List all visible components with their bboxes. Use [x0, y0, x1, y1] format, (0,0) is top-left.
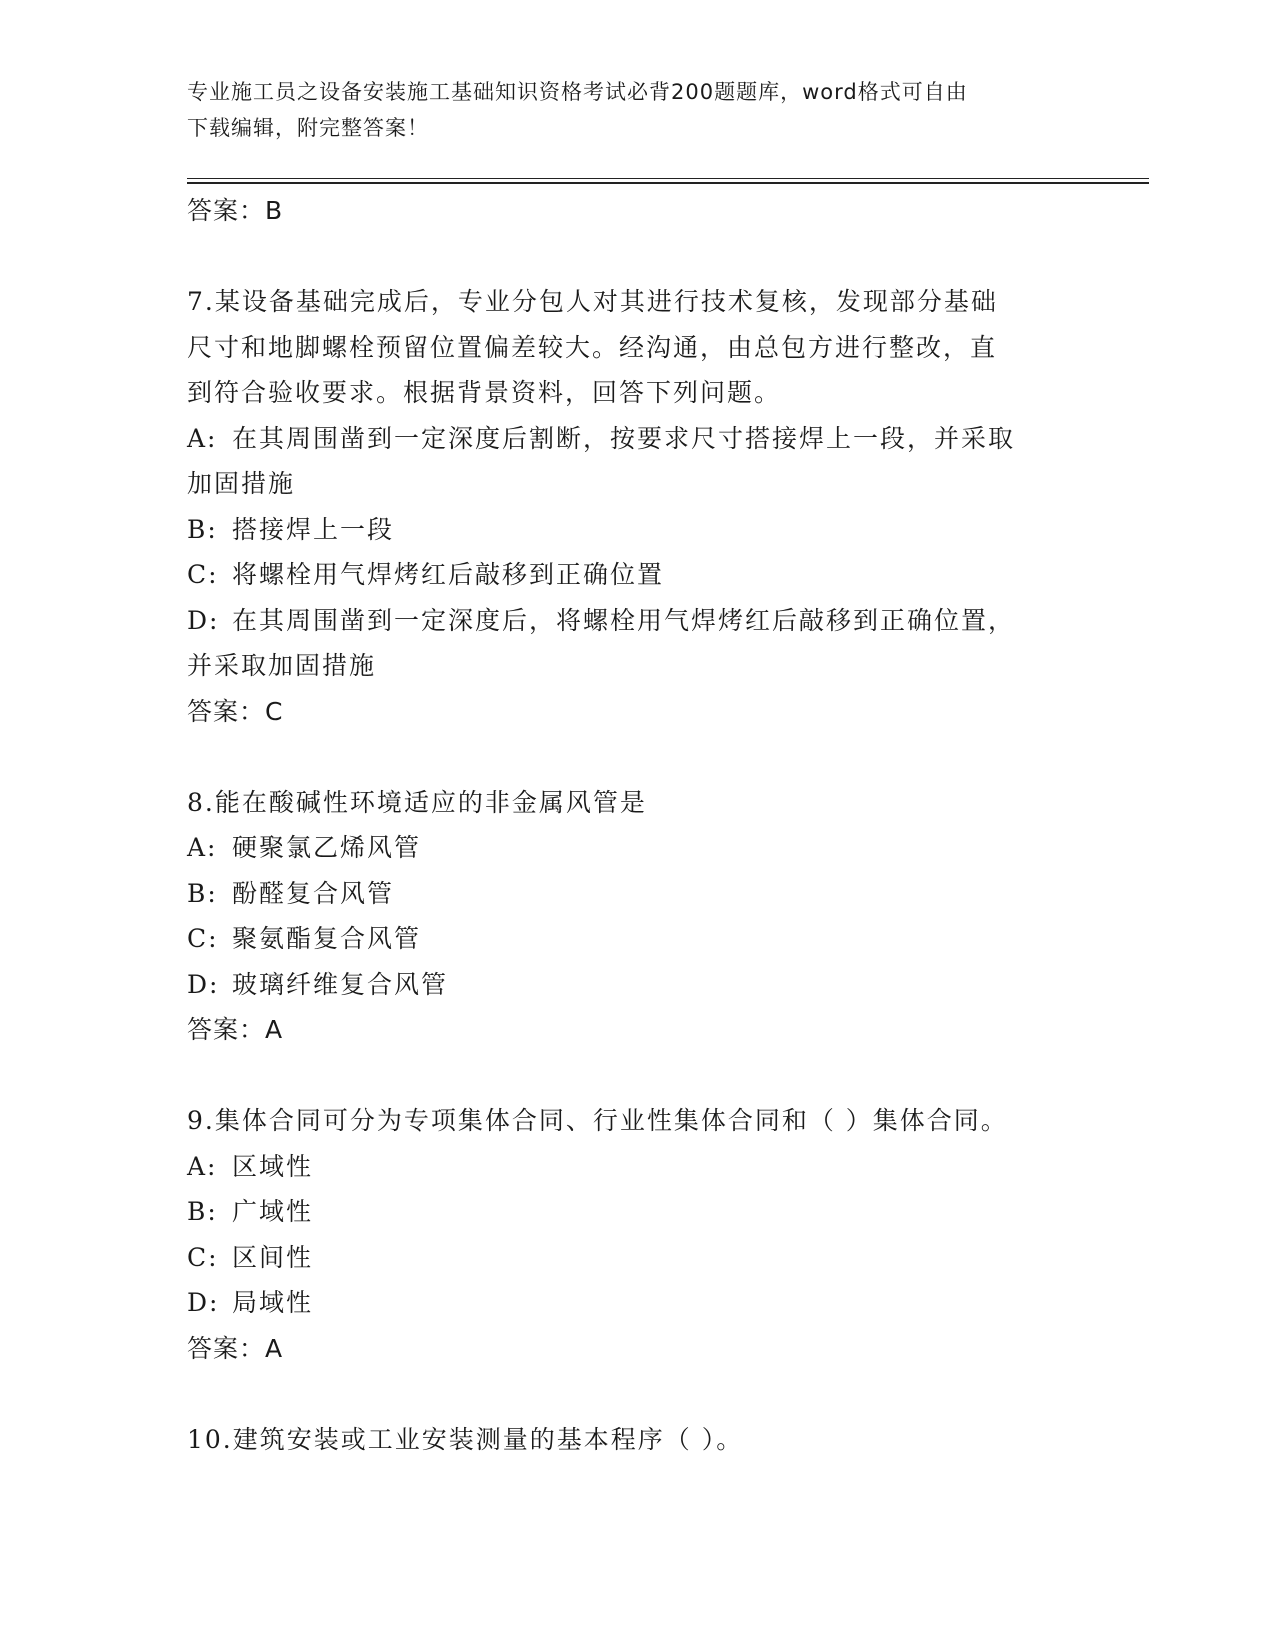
option-line — [187, 461, 1087, 507]
option-text: 区域性 — [232, 1151, 314, 1181]
option-text: 将螺栓用气焊烤红后敲移到正确位置 — [232, 560, 665, 589]
option-line — [187, 916, 1087, 962]
question-text: 到符合验收要求。根据背景资料，回答下列问题。 — [187, 378, 782, 407]
option-text: 在其周围凿到一定深度后，将螺栓用气焊烤红后敲移到正确位置， — [232, 605, 1016, 635]
question-block — [187, 279, 1087, 780]
answer-line: 答案：C — [187, 696, 284, 726]
header-rule-thick — [187, 182, 1149, 184]
option-line — [187, 825, 1087, 871]
option-key: A: — [187, 833, 218, 862]
option-text: 搭接焊上一段 — [232, 514, 395, 544]
option-text: 玻璃纤维复合风管 — [232, 969, 449, 999]
question-list — [187, 188, 1087, 1462]
option-line — [187, 507, 1087, 553]
question-block — [187, 780, 1087, 1099]
question-text: 尺寸和地脚螺栓预留位置偏差较大。经沟通，由总包方进行整改，直 — [187, 332, 998, 362]
option-key: B: — [187, 1197, 218, 1226]
question-text: 10.建筑安装或工业安装测量的基本程序（ ）。 — [187, 1424, 744, 1454]
option-key: D: — [187, 605, 220, 635]
option-key: D: — [187, 1288, 220, 1317]
option-line — [187, 416, 1087, 462]
option-line — [187, 552, 1087, 598]
option-line — [187, 962, 1087, 1008]
option-line — [187, 1144, 1087, 1190]
question-text: 7.某设备基础完成后，专业分包人对其进行技术复核，发现部分基础 — [187, 287, 998, 316]
option-key: D: — [187, 969, 220, 999]
option-key: C: — [187, 560, 219, 589]
option-key: B: — [187, 514, 218, 544]
question-text: 9.集体合同可分为专项集体合同、行业性集体合同和（ ）集体合同。 — [187, 1106, 1008, 1135]
option-key: A: — [187, 423, 218, 453]
answer-line: 答案：A — [187, 1333, 284, 1363]
option-key: B: — [187, 878, 218, 908]
option-text: 局域性 — [232, 1288, 314, 1317]
header-line-2: 下载编辑，附完整答案！ — [187, 116, 429, 140]
option-line — [187, 1189, 1087, 1235]
option-line — [187, 871, 1087, 917]
option-key: C: — [187, 924, 219, 953]
question-block — [187, 1098, 1087, 1417]
header-line-1: 专业施工员之设备安装施工基础知识资格考试必背200题题库，word格式可自由 — [187, 80, 968, 104]
option-text: 酚醛复合风管 — [232, 878, 395, 908]
option-line — [187, 598, 1087, 644]
option-line — [187, 643, 1087, 689]
option-key: C: — [187, 1242, 219, 1272]
spacer — [187, 234, 1087, 280]
option-text: 在其周围凿到一定深度后割断，按要求尺寸搭接焊上一段，并采取 — [232, 423, 1016, 453]
spacer — [187, 1371, 1087, 1417]
option-line — [187, 1280, 1087, 1326]
option-text: 聚氨酯复合风管 — [232, 924, 422, 953]
option-text: 加固措施 — [187, 469, 296, 498]
answer-line: 答案：A — [187, 1015, 284, 1044]
spacer — [187, 734, 1087, 780]
option-text: 区间性 — [232, 1242, 314, 1272]
header-rule-thin — [187, 178, 1149, 179]
question-block — [187, 1417, 1087, 1463]
spacer — [187, 1053, 1087, 1099]
option-key: A: — [187, 1151, 218, 1181]
question-text: 8.能在酸碱性环境适应的非金属风管是 — [187, 787, 647, 817]
previous-answer: 答案：B — [187, 196, 284, 225]
option-text: 并采取加固措施 — [187, 651, 377, 680]
document-header — [187, 74, 1087, 146]
option-text: 硬聚氯乙烯风管 — [232, 833, 422, 862]
option-line — [187, 1235, 1087, 1281]
option-text: 广域性 — [232, 1197, 314, 1226]
